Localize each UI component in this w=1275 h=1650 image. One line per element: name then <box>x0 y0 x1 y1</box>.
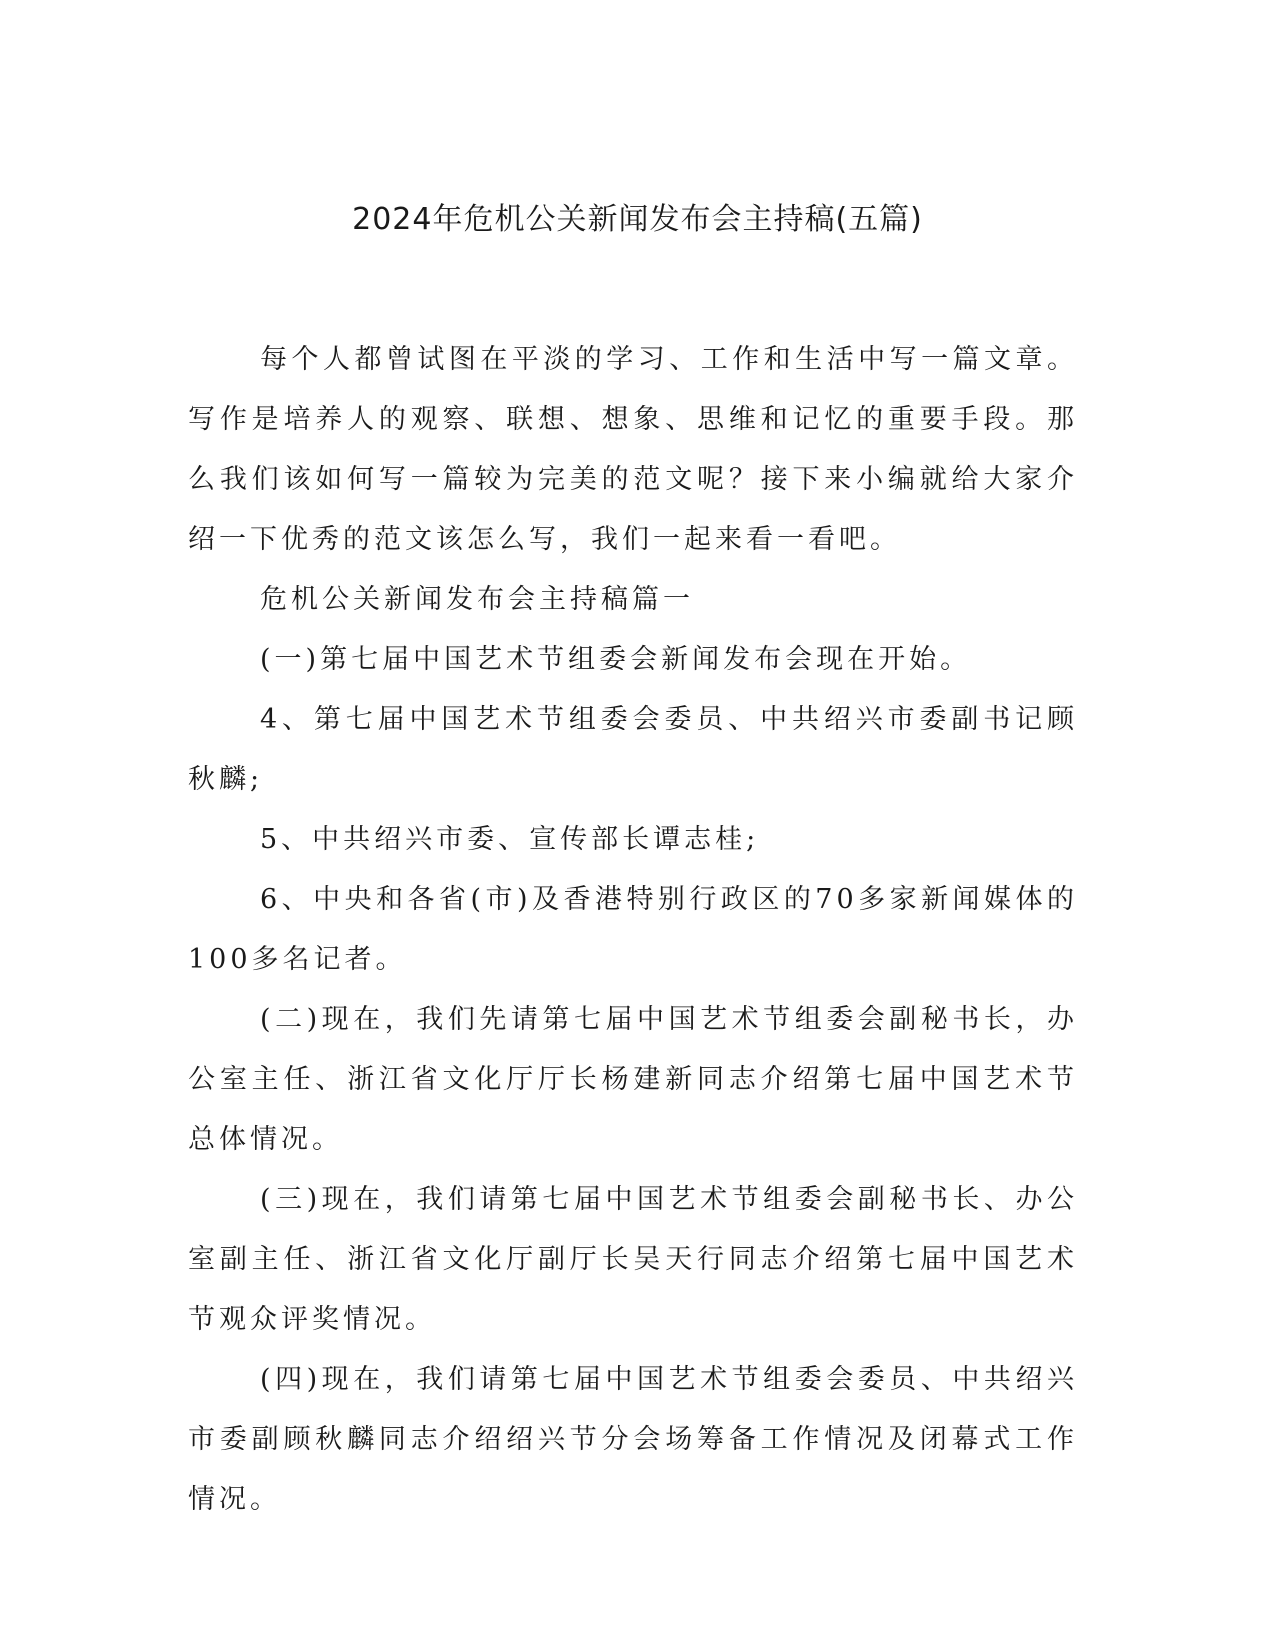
paragraph: (一)第七届中国艺术节组委会新闻发布会现在开始。 <box>260 644 972 675</box>
paragraph: 5、中共绍兴市委、宣传部长谭志桂; <box>260 824 760 855</box>
paragraph: (三)现在，我们请第七届中国艺术节组委会副秘书长、办公室副主任、浙江省文化厅副厅长吴天行同志介绍第七届中国艺术节观众评奖情况。 <box>188 1184 1078 1335</box>
paragraph: 6、中央和各省(市)及香港特别行政区的70多家新闻媒体的100多名记者。 <box>188 884 1078 975</box>
section-heading: 危机公关新闻发布会主持稿篇一 <box>260 584 694 615</box>
paragraph: (四)现在，我们请第七届中国艺术节组委会委员、中共绍兴市委副顾秋麟同志介绍绍兴节分会场筹备工作情况及闭幕式工作情况。 <box>188 1364 1078 1515</box>
document-title: 2024年危机公关新闻发布会主持稿(五篇) <box>352 202 923 237</box>
intro-paragraph: 每个人都曾试图在平淡的学习、工作和生活中写一篇文章。写作是培养人的观察、联想、想象、思维和记忆的重要手段。那么我们该如何写一篇较为完美的范文呢？接下来小编就给大家介绍一下优秀的范文该怎么写，我们一起来看一看吧。 <box>188 344 1078 555</box>
paragraph: 4、第七届中国艺术节组委会委员、中共绍兴市委副书记顾秋麟; <box>188 704 1078 795</box>
document-body <box>188 330 1078 1530</box>
paragraph: (二)现在，我们先请第七届中国艺术节组委会副秘书长，办公室主任、浙江省文化厅厅长杨建新同志介绍第七届中国艺术节总体情况。 <box>188 1004 1078 1155</box>
